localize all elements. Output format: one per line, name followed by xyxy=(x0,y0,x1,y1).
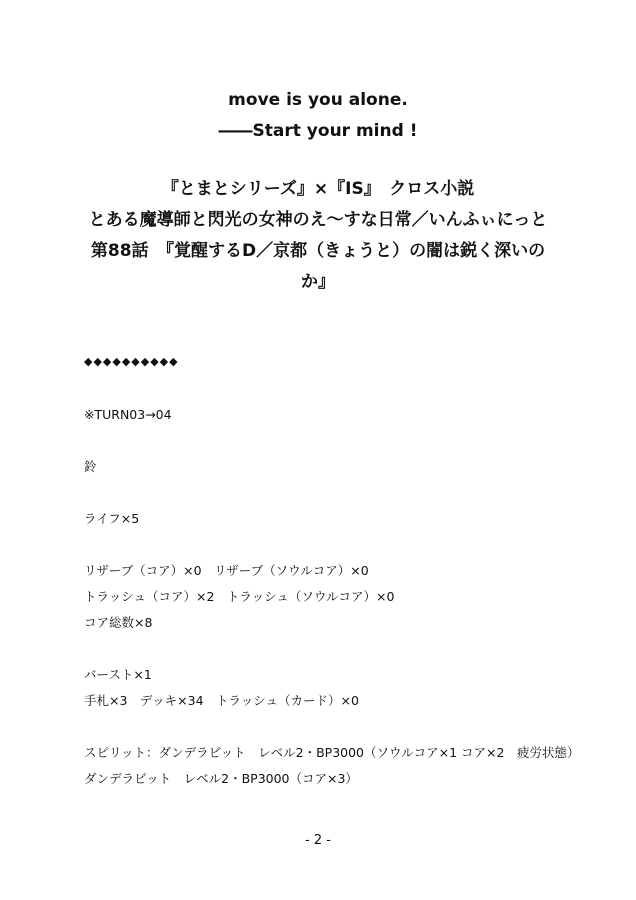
total-core-count: コア総数×8 xyxy=(84,615,153,630)
life-count: ライフ×5 xyxy=(84,511,140,526)
trash-core-count: トラッシュ（コア）×2 トラッシュ（ソウルコア）×0 xyxy=(84,589,395,604)
story-title: とある魔導師と閃光の女神のえ～すな日常／いんふぃにっと xyxy=(88,210,548,230)
section-separator: ◆◆◆◆◆◆◆◆◆◆ xyxy=(84,355,179,368)
epigraph-line-1: move is you alone. xyxy=(228,90,408,110)
player-name: 鈴 xyxy=(84,459,97,474)
turn-indicator: ※TURN03→04 xyxy=(84,407,172,422)
epigraph-line-2: ――Start your mind ! xyxy=(218,121,418,141)
hand-deck-count: 手札×3 デッキ×34 トラッシュ（カード）×0 xyxy=(84,693,359,708)
page-number: - 2 - xyxy=(305,833,331,848)
reserve-count: リザーブ（コア）×0 リザーブ（ソウルコア）×0 xyxy=(84,563,369,578)
chapter-title-line-1: 第88話 『覚醒するD／京都（きょうと）の闇は鋭く深いの xyxy=(90,241,546,261)
burst-count: バースト×1 xyxy=(84,667,152,682)
spirit-line-2: ダンデラビット レベル2・BP3000（コア×3） xyxy=(84,771,358,786)
spirit-line-1: スピリット：ダンデラビット レベル2・BP3000（ソウルコア×1 コア×2 疲労状態） xyxy=(84,745,580,760)
series-heading: 『とまとシリーズ』×『IS』 クロス小説 xyxy=(161,179,475,199)
chapter-title-line-2: か』 xyxy=(301,272,335,292)
